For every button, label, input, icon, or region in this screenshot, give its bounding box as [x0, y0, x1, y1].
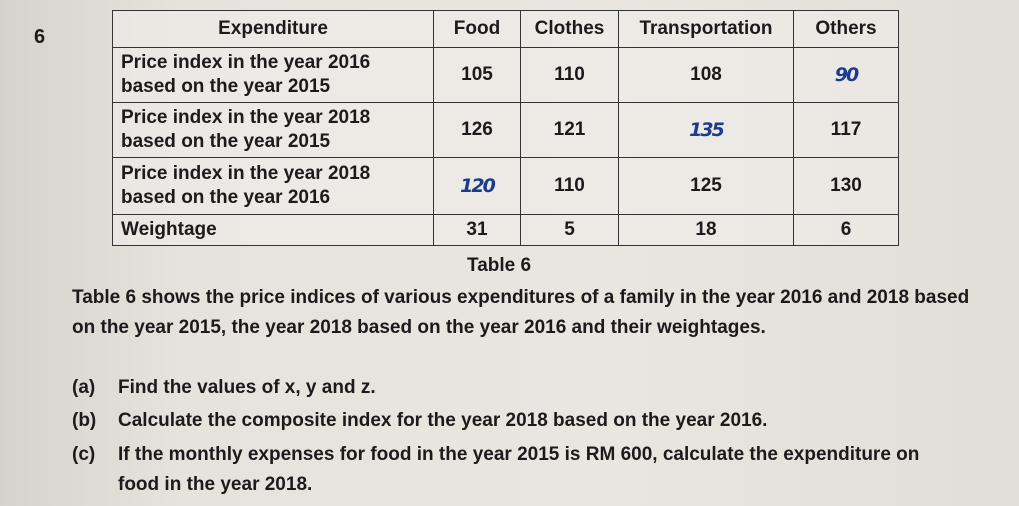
- question-a: [72, 373, 376, 403]
- table-caption: Table 6: [467, 255, 532, 276]
- cell-clothes: 5: [521, 215, 619, 246]
- question-text: Calculate the composite index for the year 2018 based on the year 2016.: [118, 410, 768, 431]
- cell-others: 117: [794, 103, 899, 158]
- header-food: Food: [434, 11, 521, 48]
- header-clothes: Clothes: [521, 11, 619, 48]
- row-label: Price index in the year 2016 based on the year 2015: [113, 48, 434, 103]
- row-label: Price index in the year 2018 based on the year 2016: [113, 158, 434, 215]
- question-text: If the monthly expenses for food in the year 2015 is RM 600, calculate the expenditure on food in the year 2018.: [118, 444, 920, 495]
- question-b: [72, 406, 767, 436]
- cell-food: 105: [434, 48, 521, 103]
- cell-others: 130: [794, 158, 899, 215]
- table-header-row: [113, 11, 899, 48]
- cell-clothes: 110: [521, 48, 619, 103]
- question-paragraph: Table 6 shows the price indices of various expenditures of a family in the year 2016 and 2018 based on the year 2015, the year 2018 based on the year 2016 and their weightages.: [72, 287, 970, 338]
- header-others: Others: [794, 11, 899, 48]
- cell-transportation: 18: [619, 215, 794, 246]
- row-label: Weightage: [113, 215, 434, 246]
- table-row: [113, 215, 899, 246]
- handwritten-others: 90: [794, 48, 899, 103]
- question-text: Find the values of x, y and z.: [118, 377, 376, 398]
- price-index-table: [112, 10, 899, 246]
- cell-clothes: 110: [521, 158, 619, 215]
- question-number: 6: [34, 26, 46, 48]
- handwritten-food: 120: [434, 158, 521, 215]
- handwritten-transportation: 135: [619, 103, 794, 158]
- header-transportation: Transportation: [619, 11, 794, 48]
- cell-transportation: 108: [619, 48, 794, 103]
- question-c: [72, 440, 942, 500]
- question-label: (c): [72, 444, 96, 465]
- table-row: [113, 103, 899, 158]
- row-label: Price index in the year 2018 based on the year 2015: [113, 103, 434, 158]
- cell-transportation: 125: [619, 158, 794, 215]
- question-label: (b): [72, 410, 97, 431]
- cell-clothes: 121: [521, 103, 619, 158]
- question-label: (a): [72, 377, 96, 398]
- table-row: [113, 48, 899, 103]
- header-expenditure: Expenditure: [113, 11, 434, 48]
- cell-food: 31: [434, 215, 521, 246]
- table-row: [113, 158, 899, 215]
- cell-food: 126: [434, 103, 521, 158]
- cell-others: 6: [794, 215, 899, 246]
